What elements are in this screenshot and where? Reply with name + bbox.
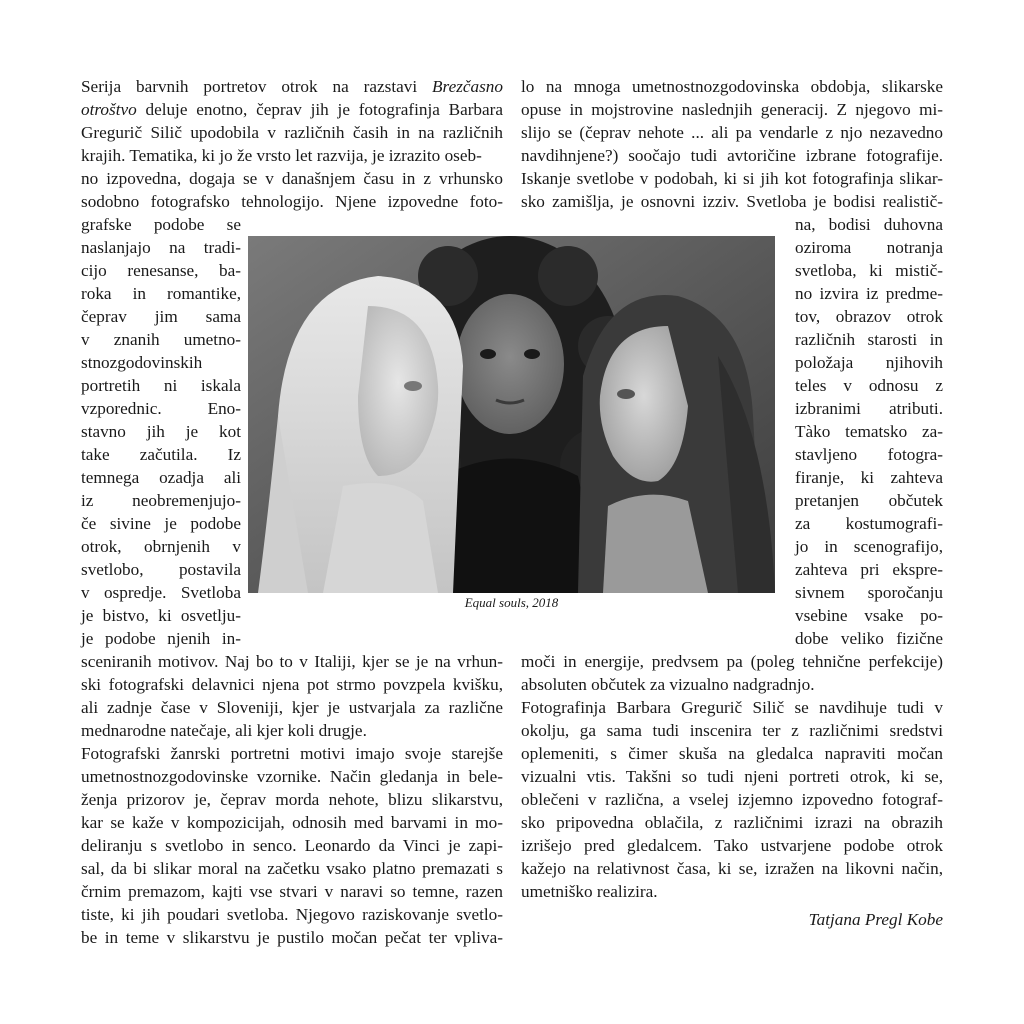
text-line: sivnem sporočanju	[795, 583, 943, 602]
text-line: otrok, obrnjenih v	[81, 537, 241, 556]
text-line: na, bodisi duhovna	[795, 215, 943, 234]
text-line: tiste, ki jih poudari svetloba. Njegovo raziskovanje svetlo-	[81, 905, 503, 924]
text-line: deliranju s svetlobo in senco. Leonardo da Vinci je zapi-	[81, 836, 503, 855]
text-line: krajih. Tematika, ki jo že vrsto let razvija, je izrazito oseb-	[81, 146, 482, 165]
text-line: umetnostnozgodovinske vzornike. Način gledanja in bele-	[81, 767, 503, 786]
text-line: kar se kaže v kompozicijah, odnosih med barvami in mo-	[81, 813, 503, 832]
text-line: pretanjen občutek	[795, 491, 943, 510]
text-line: v znanih umetno-	[81, 330, 241, 349]
text-line: svetloba, ki mistič-	[795, 261, 943, 280]
exhibition-title: otroštvo	[81, 100, 137, 119]
text-line: sko zamišlja, je osnovni izziv. Svetloba je bodisi realistič-	[521, 192, 943, 211]
text-line: položaja njihovih	[795, 353, 943, 372]
text-line: svetlobo, postavila	[81, 560, 241, 579]
text-line: lo na mnoga umetnostnozgodovinska obdobja, slikarske	[521, 77, 943, 96]
text-line: je bistvo, ki osvetlju-	[81, 606, 241, 625]
text-line: kažejo na relativnost časa, ki se, izražen na likovni način,	[521, 859, 943, 878]
text-line: dobe veliko fizične	[795, 629, 943, 648]
text-line: ženja prizorov je, čeprav morda nehote, blizu slikarstvu,	[81, 790, 503, 809]
text-line: sceniranih motivov. Naj bo to v Italiji, kjer se je na vrhun-	[81, 652, 503, 671]
text-line: Fotografinja Barbara Gregurič Silič se navdihuje tudi v	[521, 698, 943, 717]
text-line: ski fotografski delavnici njena pot strmo povzpela kvišku,	[81, 675, 503, 694]
text-line: ali zadnje čase v Sloveniji, kjer je ustvarjala za različne	[81, 698, 503, 717]
text-line: izbranimi atributi.	[795, 399, 943, 418]
text-line: čeprav jim sama	[81, 307, 241, 326]
text-line: za kostumografi-	[795, 514, 943, 533]
text-line: otroštvo deluje enotno, čeprav jih je fotografinja Barbara	[81, 100, 503, 119]
text-line: navdihnjene?) soočajo tudi avtoričine izbrane fotografije.	[521, 146, 943, 165]
photo-caption: Equal souls, 2018	[464, 595, 559, 610]
text-line: sodobno fotografsko tehnologijo. Njene izpovedne foto-	[81, 192, 503, 211]
text-line: vizualni vtis. Takšni so tudi njeni portreti otrok, ki se,	[521, 767, 943, 786]
text-line: jo in scenografijo,	[795, 537, 943, 556]
text-line: Iskanje svetlobe v podobah, ki si jih kot fotografinja slikar-	[521, 169, 943, 188]
author-signature: Tatjana Pregl Kobe	[808, 910, 943, 929]
text-line: grafske podobe se	[81, 215, 241, 234]
text-line: če sivine je podobe	[81, 514, 241, 533]
text-line: Serija barvnih portretov otrok na razstavi Brezčasno	[81, 77, 503, 96]
text-line: stavljeno fotogra-	[795, 445, 943, 464]
text-line: naslanjajo na tradi-	[81, 238, 241, 257]
text-line: okolju, ga sama tudi inscenira ter z različnimi sredstvi	[521, 721, 943, 740]
text-line: sko pripovedna oblačila, z različnimi izrazi na obrazih	[521, 813, 943, 832]
text-line: je podobe njenih in-	[81, 629, 241, 648]
text-line: iz neobremenjujo-	[81, 491, 241, 510]
text-line: absoluten občutek za vizualno nadgradnjo.	[521, 675, 815, 694]
text-line: no izvira iz predme-	[795, 284, 943, 303]
text-line: različnih starosti in	[795, 330, 943, 349]
text-line: take začutila. Iz	[81, 445, 241, 464]
text-line: Gregurič Silič upodobila v različnih časih in na različnih	[81, 123, 503, 142]
text-line: cijo renesanse, ba-	[81, 261, 241, 280]
text-line: portretih ni iskala	[81, 376, 241, 395]
text-line: stnozgodovinskih	[81, 353, 203, 372]
text-line: vsebine vsake po-	[795, 606, 943, 625]
text-line: opuse in mojstrovine naslednjih generacij. Z njegovo mi-	[521, 100, 943, 119]
text-line: oziroma notranja	[795, 238, 943, 257]
text-line: sal, da bi slikar moral na začetku vsako platno premazati s	[81, 859, 503, 878]
text-line: zahteva pri ekspre-	[795, 560, 943, 579]
text-line: stavno jih je kot	[81, 422, 241, 441]
text-line: tov, obrazov otrok	[795, 307, 943, 326]
text-line: be in teme v slikarstvu je pustilo močan pečat ter vpliva-	[81, 928, 503, 947]
text-line: moči in energije, predvsem pa (poleg tehnične perfekcije)	[521, 652, 943, 671]
text-line: umetniško realizira.	[521, 882, 658, 901]
text-line: slijo se (čeprav nehote ... ali pa vendarle z njo nezavedno	[521, 123, 943, 142]
text-line: vzporednic. Eno-	[81, 399, 241, 418]
text-line: črnim premazom, kajti vse stvari v naravi so temne, razen	[81, 882, 503, 901]
exhibition-title: Brezčasno	[432, 77, 503, 96]
text-line: roka in romantike,	[81, 284, 241, 303]
text-line: teles v odnosu z	[795, 376, 943, 395]
text-line: oblečeni v različna, a vselej izjemno izpovedno fotograf-	[521, 790, 943, 809]
text-line: v ospredje. Svetloba	[81, 583, 241, 602]
text-line: Tàko tematsko za-	[795, 422, 943, 441]
photo-illustration	[248, 236, 775, 593]
text-line: oplemeniti, s čimer skuša na gledalca napraviti močan	[521, 744, 943, 763]
text-line: firanje, ki zahteva	[795, 468, 943, 487]
text-line: izrišejo pred gledalcem. Tako ustvarjene podobe otrok	[521, 836, 943, 855]
text-line: no izpovedna, dogaja se v današnjem času in z vrhunsko	[81, 169, 503, 188]
portrait-photo	[248, 236, 775, 593]
text-line: Fotografski žanrski portretni motivi imajo svoje starejše	[81, 744, 503, 763]
text-line: temnega ozadja ali	[81, 468, 241, 487]
text-line: mednarodne natečaje, ali kjer koli drugje.	[81, 721, 367, 740]
